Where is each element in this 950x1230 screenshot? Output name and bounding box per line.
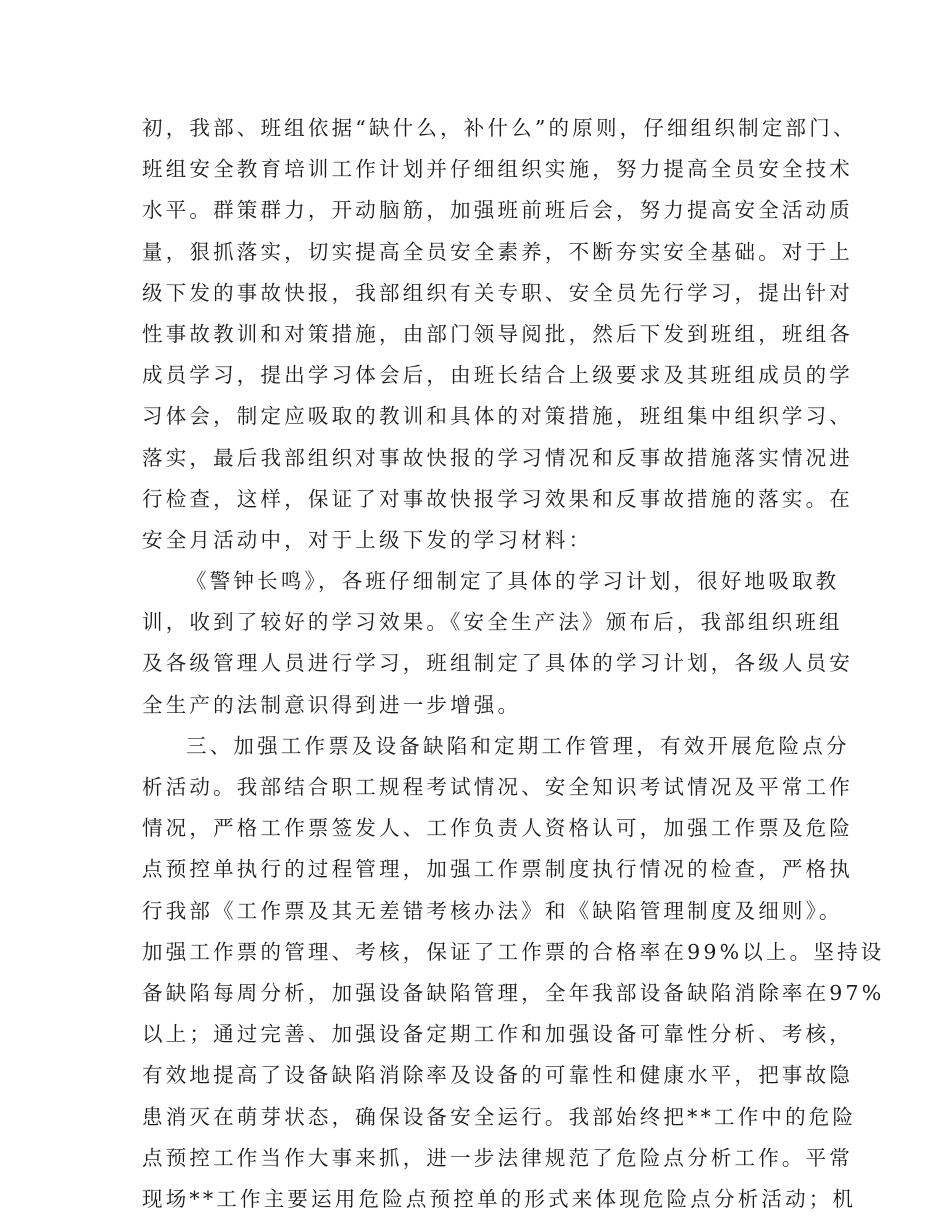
text-line: 性事故教训和对策措施，由部门领导阅批，然后下发到班组，班组各 [142,321,853,346]
text-line: 析活动。我部结合职工规程考试情况、安全知识考试情况及平常工作 [142,775,853,799]
text-line: 量，狠抓落实，切实提高全员安全素养，不断夯实安全基础。对于上 [142,239,853,264]
text-line: 三、加强工作票及设备缺陷和定期工作管理，有效开展危险点分 [186,733,850,758]
text-line: 初，我部、班组依据“缺什么，补什么”的原则，仔细组织制定部门、 [142,116,857,140]
text-line: 班组安全教育培训工作计划并仔细组织实施，努力提高全员安全技术 [142,157,853,182]
text-line: 安全月活动中，对于上级下发的学习材料： [142,527,593,552]
text-line: 落实，最后我部组织对事故快报的学习情况和反事故措施落实情况进 [142,445,853,470]
text-line: 加强工作票的管理、考核，保证了工作票的合格率在99%以上。坚持设 [142,939,885,964]
text-line: 有效地提高了设备缺陷消除率及设备的可靠性和健康水平，把事故隐 [142,1063,853,1088]
text-line: 全生产的法制意识得到进一步增强。 [142,692,522,717]
text-line: 习体会，制定应吸取的教训和具体的对策措施，班组集中组织学习、 [142,404,853,429]
text-line: 训，收到了较好的学习效果。《安全生产法》颁布后，我部组织班组 [142,610,843,635]
text-line: 患消灭在萌芽状态，确保设备安全运行。我部始终把**工作中的危险 [142,1104,857,1129]
text-line: 《警钟长鸣》，各班仔细制定了具体的学习计划，很好地吸取教 [186,569,840,594]
text-line: 行我部《工作票及其无差错考核办法》和《缺陷管理制度及细则》。 [142,898,843,923]
text-line: 点预控单执行的过程管理，加强工作票制度执行情况的检查，严格执 [142,857,853,882]
text-line: 情况，严格工作票签发人、工作负责人资格认可，加强工作票及危险 [142,816,853,841]
text-line: 级下发的事故快报，我部组织有关专职、安全员先行学习，提出针对 [142,280,853,305]
document-body [142,108,885,1220]
text-line: 及各级管理人员进行学习，班组制定了具体的学习计划，各级人员安 [142,651,853,676]
text-line: 以上；通过完善、加强设备定期工作和加强设备可靠性分析、考核， [142,1022,853,1047]
text-line: 点预控工作当作大事来抓，进一步法律规范了危险点分析工作。平常 [142,1145,853,1170]
text-line: 行检查，这样，保证了对事故快报学习效果和反事故措施的落实。在 [142,486,853,511]
text-line: 现场**工作主要运用危险点预控单的形式来体现危险点分析活动；机 [142,1186,857,1211]
text-line: 成员学习，提出学习体会后，由班长结合上级要求及其班组成员的学 [142,363,853,388]
text-line: 水平。群策群力，开动脑筋，加强班前班后会，努力提高安全活动质 [142,198,853,223]
text-line: 备缺陷每周分析，加强设备缺陷管理，全年我部设备缺陷消除率在97% [142,980,885,1005]
